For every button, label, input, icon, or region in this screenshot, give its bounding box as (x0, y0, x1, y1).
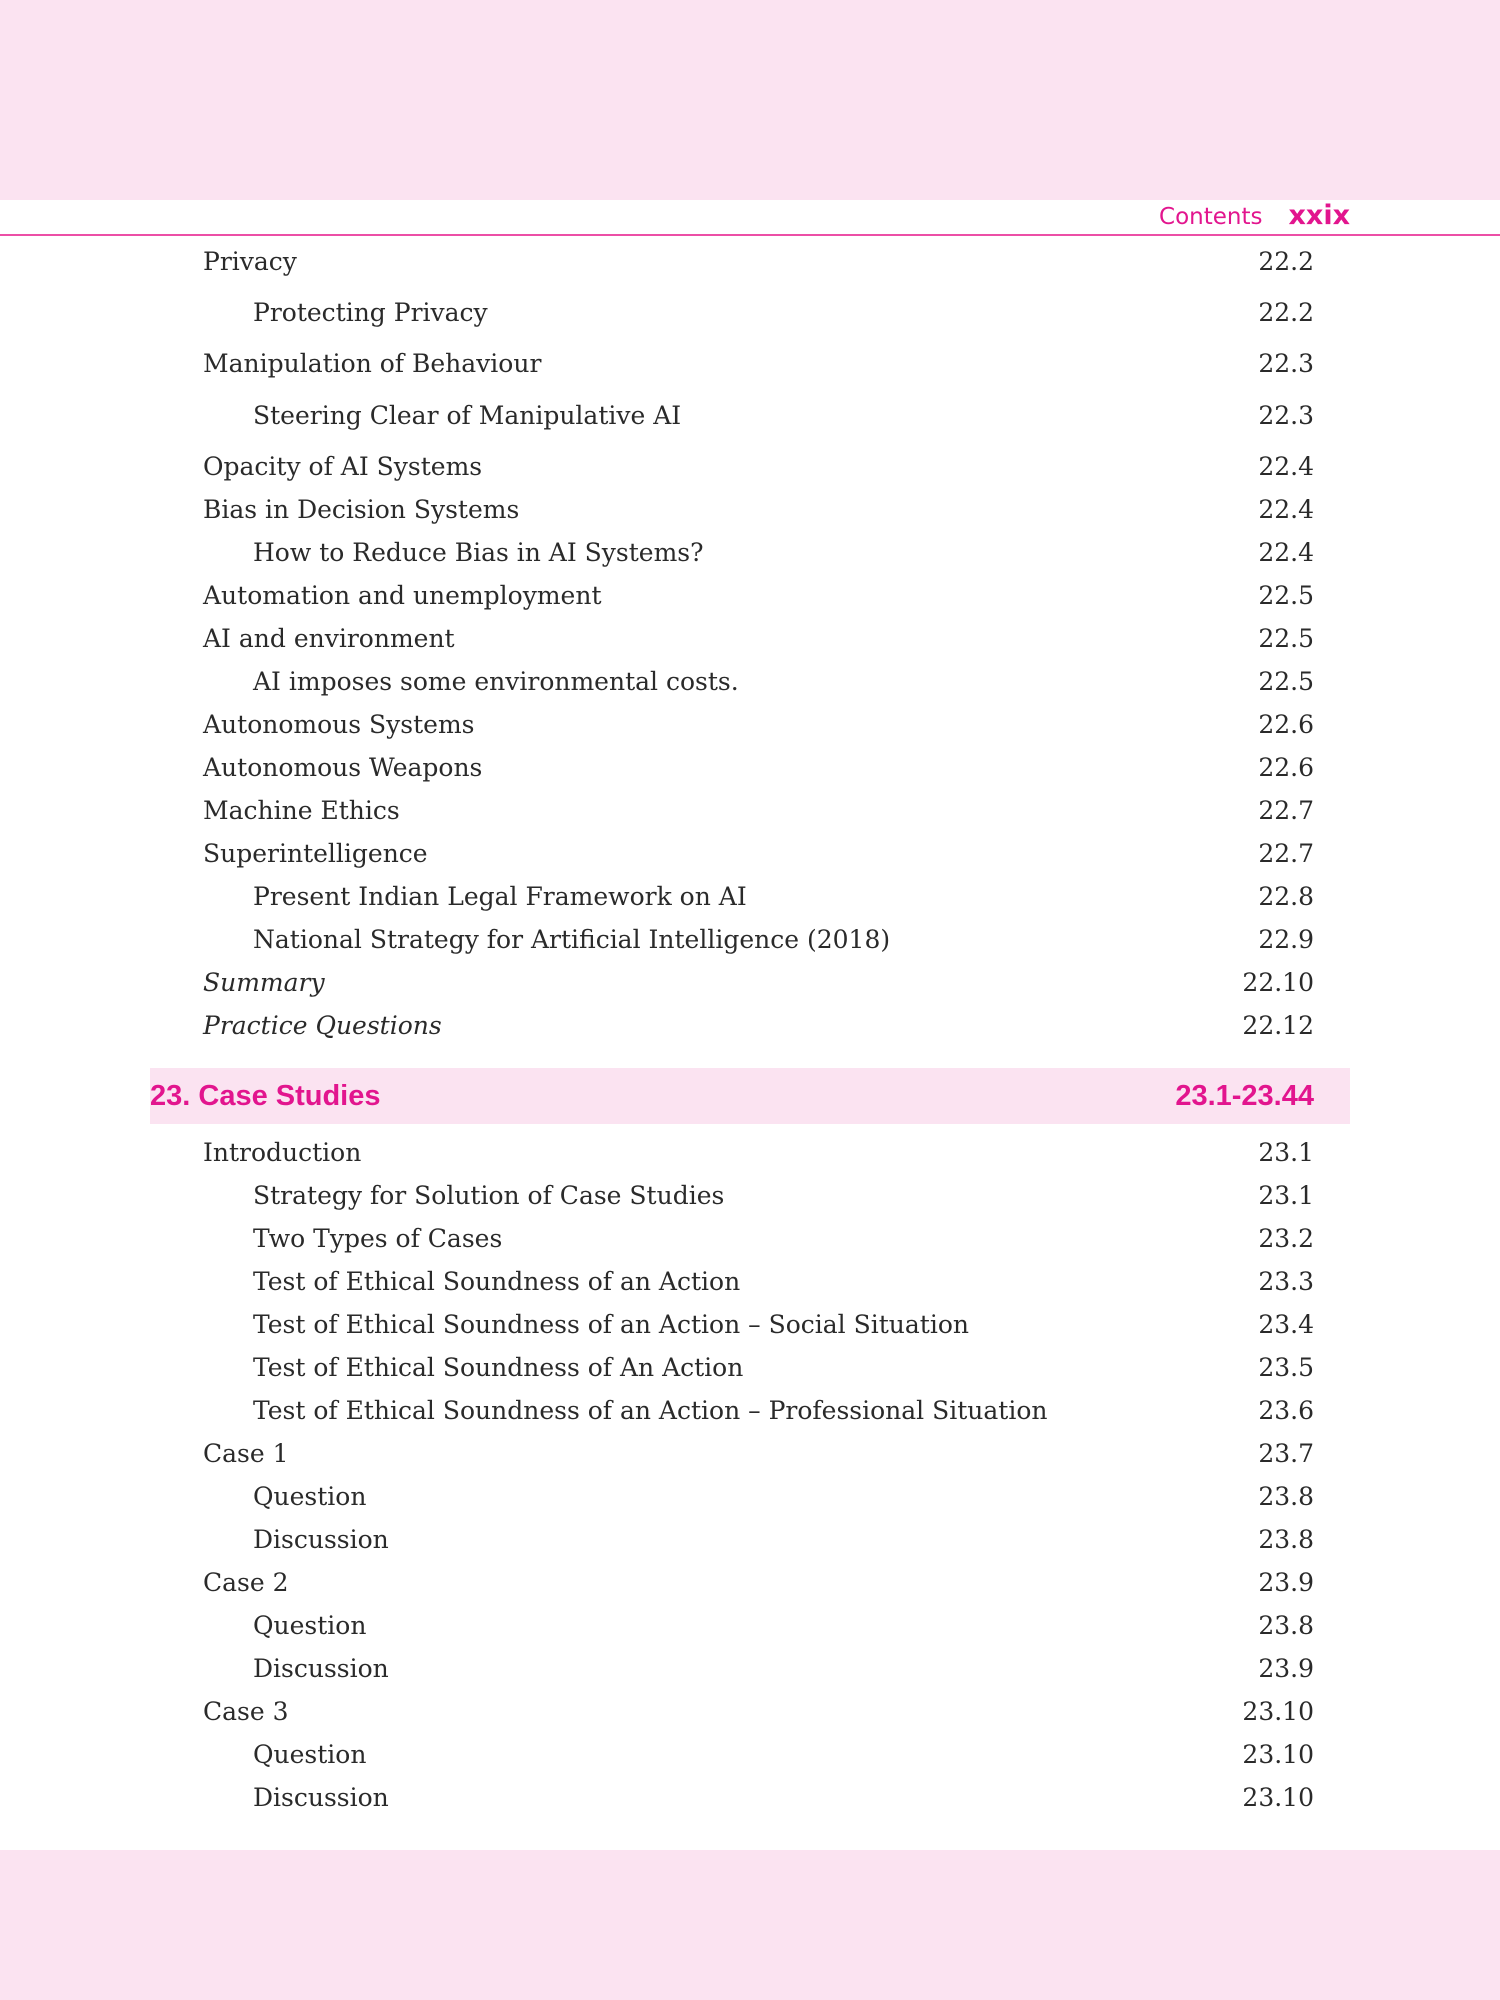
toc-entry (0, 1007, 1500, 1045)
toc-entry-page: 23.1 (1258, 1181, 1314, 1210)
toc-entry-page: 23.8 (1258, 1482, 1314, 1511)
toc-entry (0, 749, 1500, 787)
toc-entry (0, 663, 1500, 701)
toc-entry (0, 1134, 1500, 1172)
toc-entry-page: 23.6 (1258, 1396, 1314, 1425)
toc-entry-title: Machine Ethics (203, 796, 400, 825)
toc-entry (0, 620, 1500, 658)
toc-entry (0, 1220, 1500, 1258)
toc-entry-title: Strategy for Solution of Case Studies (253, 1181, 725, 1210)
toc-entry-title: Two Types of Cases (253, 1224, 503, 1253)
toc-entry (0, 345, 1500, 383)
toc-entry-page: 22.5 (1258, 581, 1314, 610)
toc-entry-title: Discussion (253, 1783, 389, 1812)
chapter-heading (150, 1068, 1350, 1124)
toc-entry (0, 448, 1500, 486)
toc-entry-page: 22.4 (1258, 452, 1314, 481)
toc-entry (0, 577, 1500, 615)
toc-entry-page: 23.7 (1258, 1439, 1314, 1468)
toc-entry-title: Autonomous Systems (203, 710, 475, 739)
running-header (0, 200, 1500, 234)
toc-entry-title: Discussion (253, 1525, 389, 1554)
toc-entry (0, 921, 1500, 959)
toc-entry-title: Automation and unemployment (203, 581, 602, 610)
toc-entry-page: 22.7 (1258, 796, 1314, 825)
toc-entry-page: 22.6 (1258, 753, 1314, 782)
toc-entry-title: Case 3 (203, 1697, 289, 1726)
toc-entry-title: Manipulation of Behaviour (203, 349, 542, 378)
header-text (1159, 200, 1350, 230)
toc-entry-title: Practice Questions (203, 1011, 442, 1040)
toc-entry (0, 1263, 1500, 1301)
toc-entry-page: 23.4 (1258, 1310, 1314, 1339)
toc-entry-page: 22.2 (1258, 298, 1314, 327)
toc-entry-page: 23.8 (1258, 1525, 1314, 1554)
header-rule (0, 234, 1500, 236)
toc-entry (0, 397, 1500, 435)
toc-entry (0, 1392, 1500, 1430)
toc-entry-title: How to Reduce Bias in AI Systems? (253, 538, 704, 567)
toc-entry (0, 706, 1500, 744)
top-margin-band (0, 0, 1500, 200)
toc-entry (0, 1693, 1500, 1731)
toc-entry-page: 22.9 (1258, 925, 1314, 954)
toc-entry (0, 878, 1500, 916)
toc-entry-title: Privacy (203, 247, 297, 276)
toc-entry (0, 964, 1500, 1002)
toc-entry-title: Discussion (253, 1654, 389, 1683)
toc-entry-page: 22.6 (1258, 710, 1314, 739)
toc-entry-page: 22.2 (1258, 247, 1314, 276)
toc-entry-title: Test of Ethical Soundness of an Action (253, 1267, 741, 1296)
toc-entry (0, 1607, 1500, 1645)
toc-entry-page: 23.10 (1242, 1783, 1314, 1812)
toc-entry-page: 22.10 (1242, 968, 1314, 997)
chapter-page-range: 23.1-23.44 (1175, 1080, 1314, 1112)
toc-entry-page: 23.9 (1258, 1568, 1314, 1597)
toc-entry-title: Question (253, 1482, 367, 1511)
toc-entry-title: National Strategy for Artificial Intelligence (2018) (253, 925, 891, 954)
bottom-margin-band (0, 1850, 1500, 2000)
toc-entry-title: Autonomous Weapons (203, 753, 483, 782)
toc-entry-title: Test of Ethical Soundness of an Action – Social Situation (253, 1310, 969, 1339)
toc-entry-title: Introduction (203, 1138, 362, 1167)
toc-entry-page: 22.7 (1258, 839, 1314, 868)
toc-entry (0, 1564, 1500, 1602)
toc-entry (0, 1779, 1500, 1817)
toc-entry (0, 534, 1500, 572)
toc-entry-title: AI imposes some environmental costs. (253, 667, 739, 696)
toc-entry-title: Opacity of AI Systems (203, 452, 483, 481)
toc-entry (0, 243, 1500, 281)
toc-entry (0, 1521, 1500, 1559)
toc-entry (0, 1349, 1500, 1387)
toc-entry (0, 1177, 1500, 1215)
toc-entry-title: Summary (203, 968, 325, 997)
toc-entry-page: 23.2 (1258, 1224, 1314, 1253)
toc-entry-page: 23.8 (1258, 1611, 1314, 1640)
toc-entry-page: 22.3 (1258, 401, 1314, 430)
toc-entry-title: Test of Ethical Soundness of an Action – Professional Situation (253, 1396, 1048, 1425)
toc-entry-page: 22.4 (1258, 538, 1314, 567)
toc-entry (0, 294, 1500, 332)
toc-entry (0, 491, 1500, 529)
chapter-title: 23. Case Studies (150, 1080, 381, 1112)
toc-entry-title: Question (253, 1611, 367, 1640)
toc-entry-title: Bias in Decision Systems (203, 495, 520, 524)
toc-entry-page: 22.5 (1258, 624, 1314, 653)
toc-entry-title: Test of Ethical Soundness of An Action (253, 1353, 744, 1382)
toc-entry-page: 23.10 (1242, 1697, 1314, 1726)
toc-entry-page: 23.3 (1258, 1267, 1314, 1296)
toc-entry (0, 792, 1500, 830)
toc-entry (0, 1306, 1500, 1344)
toc-entry-page: 22.12 (1242, 1011, 1314, 1040)
toc-entry (0, 1650, 1500, 1688)
toc-entry-title: Case 1 (203, 1439, 289, 1468)
toc-entry-title: Superintelligence (203, 839, 428, 868)
toc-entry-title: Question (253, 1740, 367, 1769)
toc-entry (0, 1736, 1500, 1774)
toc-entry-page: 23.9 (1258, 1654, 1314, 1683)
header-page-number: xxix (1288, 200, 1350, 231)
toc-entry-page: 22.4 (1258, 495, 1314, 524)
toc-entry-page: 23.5 (1258, 1353, 1314, 1382)
toc-entry (0, 1435, 1500, 1473)
toc-entry-title: AI and environment (203, 624, 455, 653)
toc-entry-title: Steering Clear of Manipulative AI (253, 401, 682, 430)
toc-entry-page: 22.8 (1258, 882, 1314, 911)
toc-entry (0, 1478, 1500, 1516)
toc-entry-title: Present Indian Legal Framework on AI (253, 882, 747, 911)
toc-entry-page: 22.3 (1258, 349, 1314, 378)
toc-entry (0, 835, 1500, 873)
toc-entry-title: Protecting Privacy (253, 298, 488, 327)
toc-entry-page: 22.5 (1258, 667, 1314, 696)
toc-entry-title: Case 2 (203, 1568, 289, 1597)
header-label: Contents (1159, 204, 1263, 230)
toc-entry-page: 23.1 (1258, 1138, 1314, 1167)
toc-entry-page: 23.10 (1242, 1740, 1314, 1769)
